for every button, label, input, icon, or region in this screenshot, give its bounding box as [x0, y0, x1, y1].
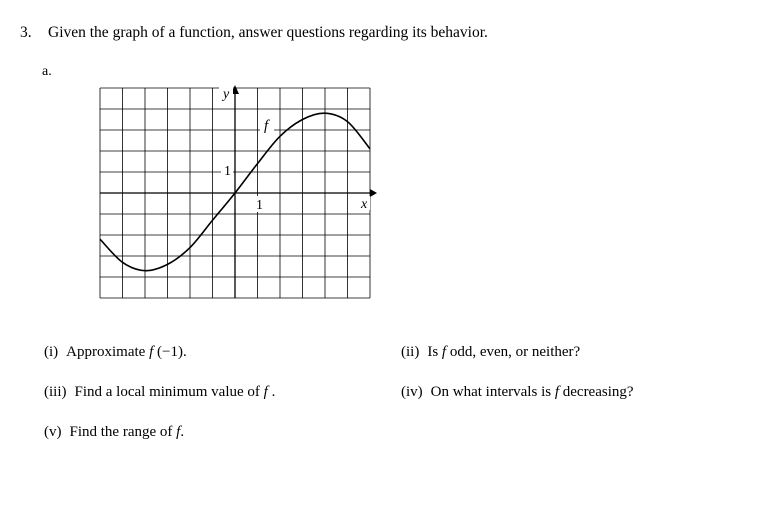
- question-iv-tail: decreasing?: [559, 384, 634, 400]
- question-v-tail: .: [180, 424, 185, 440]
- question-number: 3.: [20, 24, 32, 41]
- question-iii-text: Find a local minimum value of: [74, 384, 264, 400]
- question-iv-text: On what intervals is: [430, 384, 555, 400]
- question-i: [44, 344, 187, 361]
- question-v-fn: f: [176, 424, 181, 440]
- function-label: f: [264, 118, 269, 134]
- question-i-number: (i): [44, 344, 59, 360]
- question-text: Given the graph of a function, answer questions regarding its behavior.: [48, 24, 488, 41]
- question-v-number: (v): [44, 424, 62, 440]
- question-i-text: Approximate: [66, 344, 150, 360]
- question-iii-fn: f: [263, 384, 268, 400]
- question-iv-number: (iv): [401, 384, 423, 400]
- question-v-text: Find the range of: [69, 424, 177, 440]
- axes: [100, 85, 377, 298]
- question-iii-tail: .: [267, 384, 276, 400]
- question-ii-fn: f: [441, 344, 447, 360]
- question-i-tail: (−1).: [153, 344, 187, 360]
- question-i-fn: f: [149, 344, 154, 360]
- question-title: [20, 24, 488, 42]
- question-ii-text: Is: [427, 344, 442, 360]
- x-axis-arrow-icon: [370, 189, 377, 197]
- part-label: a.: [42, 64, 52, 79]
- question-v: [44, 424, 184, 441]
- question-iv: [401, 384, 634, 401]
- question-iii: [44, 384, 275, 401]
- function-graph: [95, 80, 380, 305]
- x-axis-label: x: [361, 197, 368, 212]
- y-tick-label: 1: [224, 164, 231, 179]
- question-ii-number: (ii): [401, 344, 420, 360]
- y-axis-label: y: [223, 87, 230, 102]
- x-tick-label: 1: [256, 198, 263, 213]
- question-iv-fn: f: [554, 384, 559, 400]
- question-ii: [401, 344, 580, 361]
- question-iii-number: (iii): [44, 384, 67, 400]
- question-ii-tail: odd, even, or neither?: [446, 344, 581, 360]
